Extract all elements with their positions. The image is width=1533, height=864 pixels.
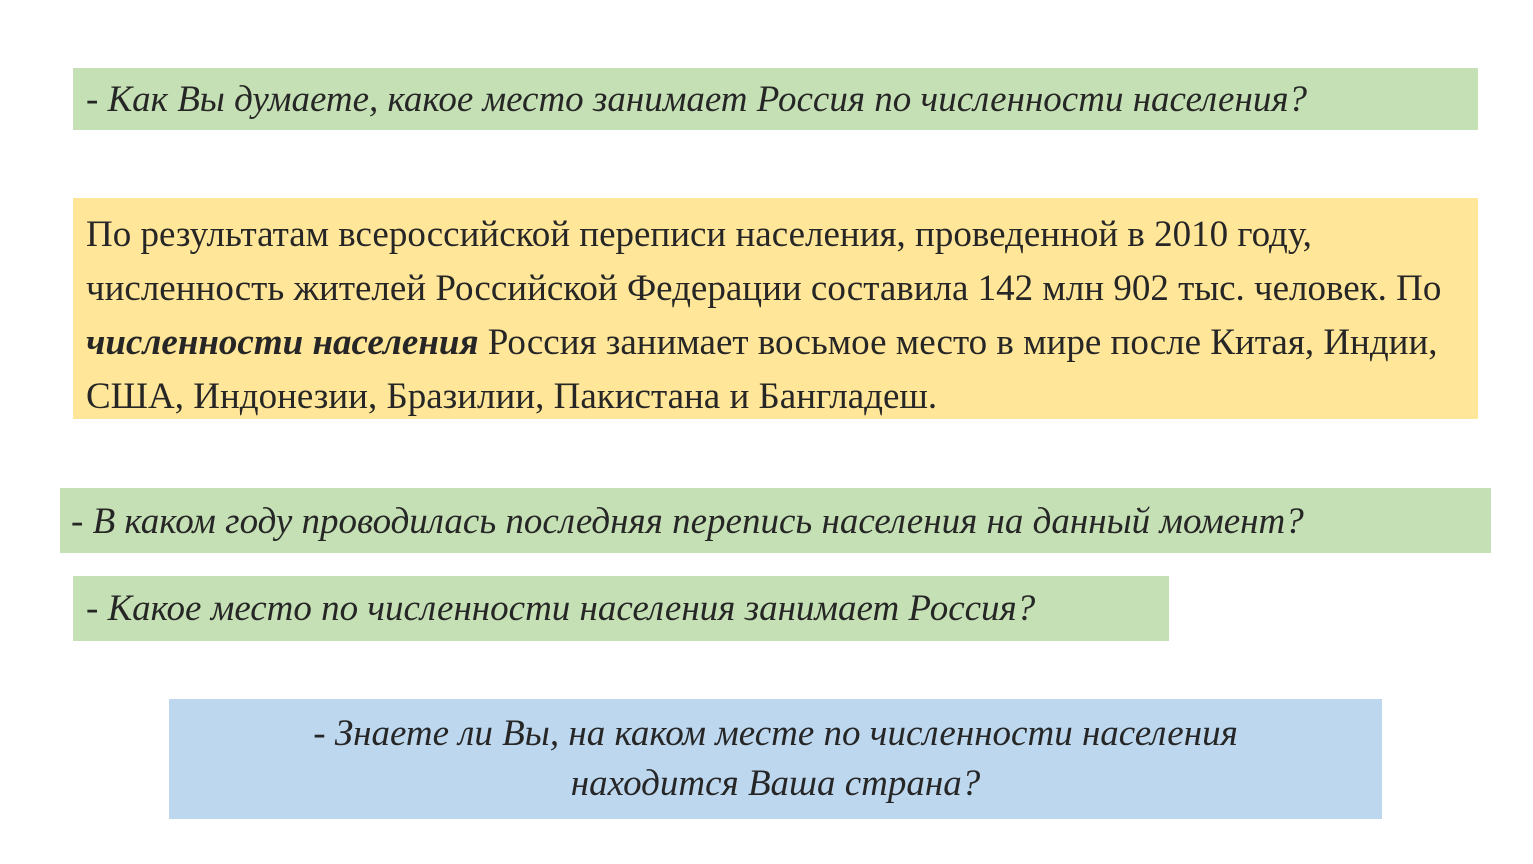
info-text-part1: По результатам всероссийской переписи населения, проведенной в 2010 году, численность жителей Российской Федерации составила 142 млн 902 тыс. человек. По xyxy=(86,214,1442,309)
info-box xyxy=(73,198,1478,419)
question-3-text: - Какое место по численности населения занимает Россия? xyxy=(86,588,1036,629)
question-box-1 xyxy=(73,68,1478,130)
question-box-2 xyxy=(60,488,1491,553)
question-1-text: - Как Вы думаете, какое место занимает Россия по численности населения? xyxy=(86,79,1308,120)
question-4-line-1: - Знаете ли Вы, на каком месте по численности населения xyxy=(313,713,1238,754)
info-text-part2: Россия занимает восьмое место в мире после Китая, Индии, США, Индонезии, Бразилии, Пакистана и Бангладеш. xyxy=(86,322,1438,417)
question-box-4 xyxy=(169,699,1382,819)
question-4-line-2: находится Ваша страна? xyxy=(570,763,981,804)
question-2-text: - В каком году проводилась последняя перепись населения на данный момент? xyxy=(71,501,1304,542)
question-box-3 xyxy=(73,576,1169,641)
info-emphasis: численности населения xyxy=(86,322,479,363)
